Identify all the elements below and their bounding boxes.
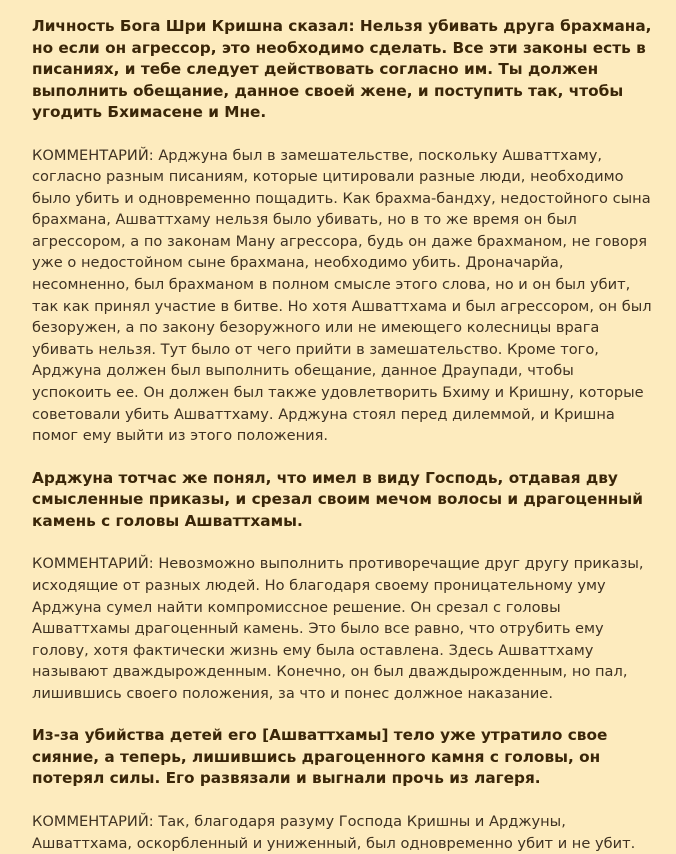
commentary-paragraph: КОММЕНТАРИЙ: Так, благодаря разуму Господа Кришны и Арджуны, Ашваттхама, оскорбленный и униженный, был одновременно убит и не убит.	[32, 812, 636, 852]
verse-translation: Из-за убийства детей его [Ашваттхамы] тело уже утратило свое сияние, а теперь, лишившись драгоценного камня с головы, он потерял силы. Его развязали и выгнали прочь из лагеря.	[32, 726, 608, 788]
commentary-paragraph: КОММЕНТАРИЙ: Невозможно выполнить противоречащие друг другу приказы, исходящие от разных людей. Но благодаря своему проницательному уму Арджуна сумел найти компромиссное решение. Он срезал с головы Ашваттхамы драгоценный камень. Это было все равно, что отрубить ему голову, хотя фактически жизнь ему была оставлена. Здесь Ашваттхаму называют дваждырожденным. Конечно, он был дваждырожденным, но пал, лишившись своего положения, за что и понес должное наказание.	[32, 555, 644, 702]
verse-translation: Арджуна тотчас же понял, что имел в виду Господь, отдавая дву смысленные приказы, и срезал своим мечом волосы и драгоценный камень с головы Ашваттхамы.	[32, 468, 643, 530]
verse-translation: Личность Бога Шри Кришна сказал: Нельзя убивать друга брахмана, но если он агрессор, это необходимо сделать. Все эти законы есть в писаниях, и тебе следует действовать согласно им. Ты должен выполнить обещание, данное своей жене, и поступить так, чтобы угодить Бхимасене и Мне.	[32, 17, 652, 121]
commentary-paragraph: КОММЕНТАРИЙ: Арджуна был в замешательстве, поскольку Ашваттхаму, согласно разным писаниям, которые цитировали разные люди, необходимо было убить и одновременно пощадить. Как брахма-бандху, недостойного сына брахмана, Ашваттхаму нельзя было убивать, но в то же время он был агрессором, а по законам Ману агрессора, будь он даже брахманом, не говоря уже о недостойном сыне брахмана, необходимо убить. Дроначарйа, несомненно, был брахманом в полном смысле этого слова, но и он был убит, так как принял участие в битве. Но хотя Ашваттхама и был агрессором, он был безоружен, а по закону безоружного или не имеющего колесницы врага убивать нельзя. Тут было от чего прийти в замешательство. Кроме того, Арджуна должен был выполнить обещание, данное Драупади, чтобы успокоить ее. Он должен был также удовлетворить Бхиму и Кришну, которые советовали убить Ашваттхаму. Арджуна стоял перед дилеммой, и Кришна помог ему выйти из этого положения.	[32, 146, 652, 445]
